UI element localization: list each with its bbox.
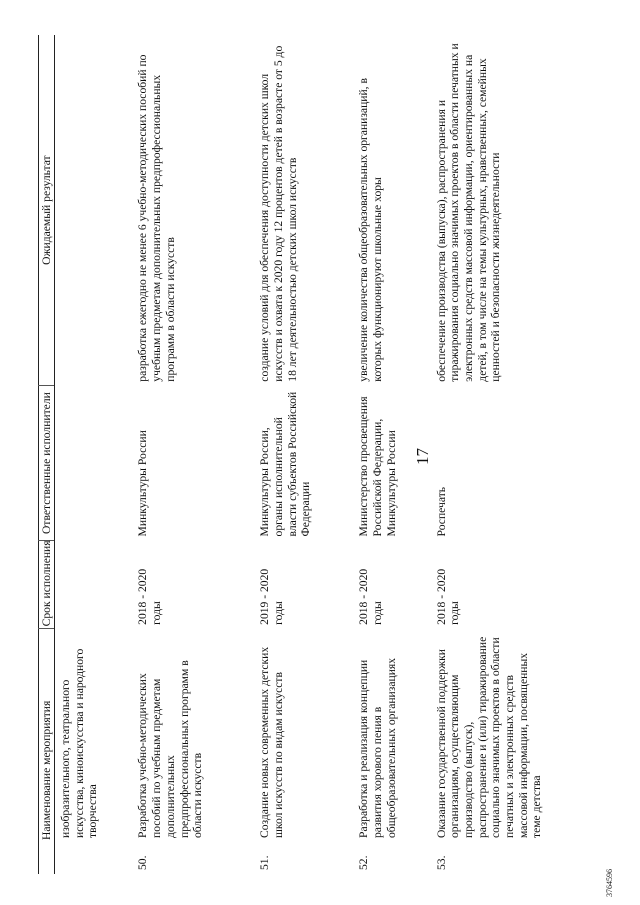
row-number: 50. bbox=[136, 855, 150, 870]
page-number: 17 bbox=[413, 448, 432, 465]
event-text: Оказание государственной поддержки организациям, осуществляющим производство (выпуск), распространение и (или) тиражирование социально значимых проектов в области печатных и электронных средств массовой информации, посвященных теме детства bbox=[434, 636, 544, 838]
cell-executors: Минкультуры России bbox=[136, 430, 150, 537]
event-text: Создание новых современных детских школ искусств по видам искусств bbox=[258, 646, 285, 838]
cell-deadline: 2018 - 2020 годы bbox=[357, 568, 384, 625]
table-header-row bbox=[39, 35, 55, 874]
table-row bbox=[250, 35, 349, 874]
cell-result: обеспечение производства (выпуска), распространения и тиражирования социально значимых проектов в области печатных и электронных средств массовой информации, ориентированных на детей, в том числе на темы культурных, нравственных, семейных ценностей и безопасности жизнедеятельности bbox=[434, 43, 503, 382]
header-executors: Ответственные исполнители bbox=[39, 386, 55, 541]
row-number: 52. bbox=[357, 855, 371, 870]
cell-executors: Минкультуры России, органы исполнительной власти субъектов Российской Федерации bbox=[258, 391, 313, 537]
event-text: Разработка и реализация концепции развития хорового пения в общеобразовательных организациях bbox=[357, 657, 398, 838]
cell-result bbox=[55, 35, 127, 386]
cell-result: увеличение количества общеобразовательных организаций, в которых функционируют школьные хоры bbox=[357, 78, 384, 382]
cell-deadline: 2018 - 2020 годы bbox=[434, 568, 462, 625]
header-expected-result: Ожидаемый результат bbox=[39, 35, 55, 386]
table-row bbox=[126, 35, 250, 874]
table-row bbox=[349, 35, 426, 874]
cell-event bbox=[427, 629, 612, 874]
cell-event bbox=[250, 629, 349, 874]
cell-event bbox=[126, 629, 250, 874]
table-row bbox=[427, 35, 612, 874]
cell-result: создание условий для обеспечения доступности детских школ искусств и охвата к 2020 году 12 процентов детей в возрасте от 5 до 18 лет деятельностью детских школ искусств bbox=[258, 45, 299, 382]
events-table bbox=[38, 35, 612, 874]
cell-result: разработка ежегодно не менее 6 учебно-методических пособий по учебным предметам дополнительных предпрофессиональных программ в области искусств bbox=[136, 54, 177, 382]
cell-deadline: 2018 - 2020 годы bbox=[136, 568, 164, 625]
cell-event bbox=[349, 629, 426, 874]
document-id: 3764596 bbox=[605, 869, 614, 897]
header-event-name: Наименование мероприятия bbox=[39, 629, 55, 874]
event-text: Разработка учебно-методических пособий по учебным предметам дополнительных предпрофессиональных программ в области искусств bbox=[136, 660, 205, 838]
table-row-continuation bbox=[55, 35, 127, 874]
cell-event: изобразительного, театрального искусства, киноискусства и народного творчества bbox=[59, 648, 100, 838]
row-number: 53. bbox=[434, 855, 448, 870]
row-number: 51. bbox=[258, 855, 272, 870]
cell-executors bbox=[55, 386, 127, 541]
cell-executors: Роспечать bbox=[434, 486, 448, 537]
cell-deadline: 2019 - 2020 годы bbox=[258, 568, 285, 625]
cell-deadline bbox=[55, 540, 127, 628]
header-deadline: Срок исполнения bbox=[39, 540, 55, 628]
cell-executors: Министерство просвещения Российской Федерации, Минкультуры России bbox=[357, 396, 398, 537]
